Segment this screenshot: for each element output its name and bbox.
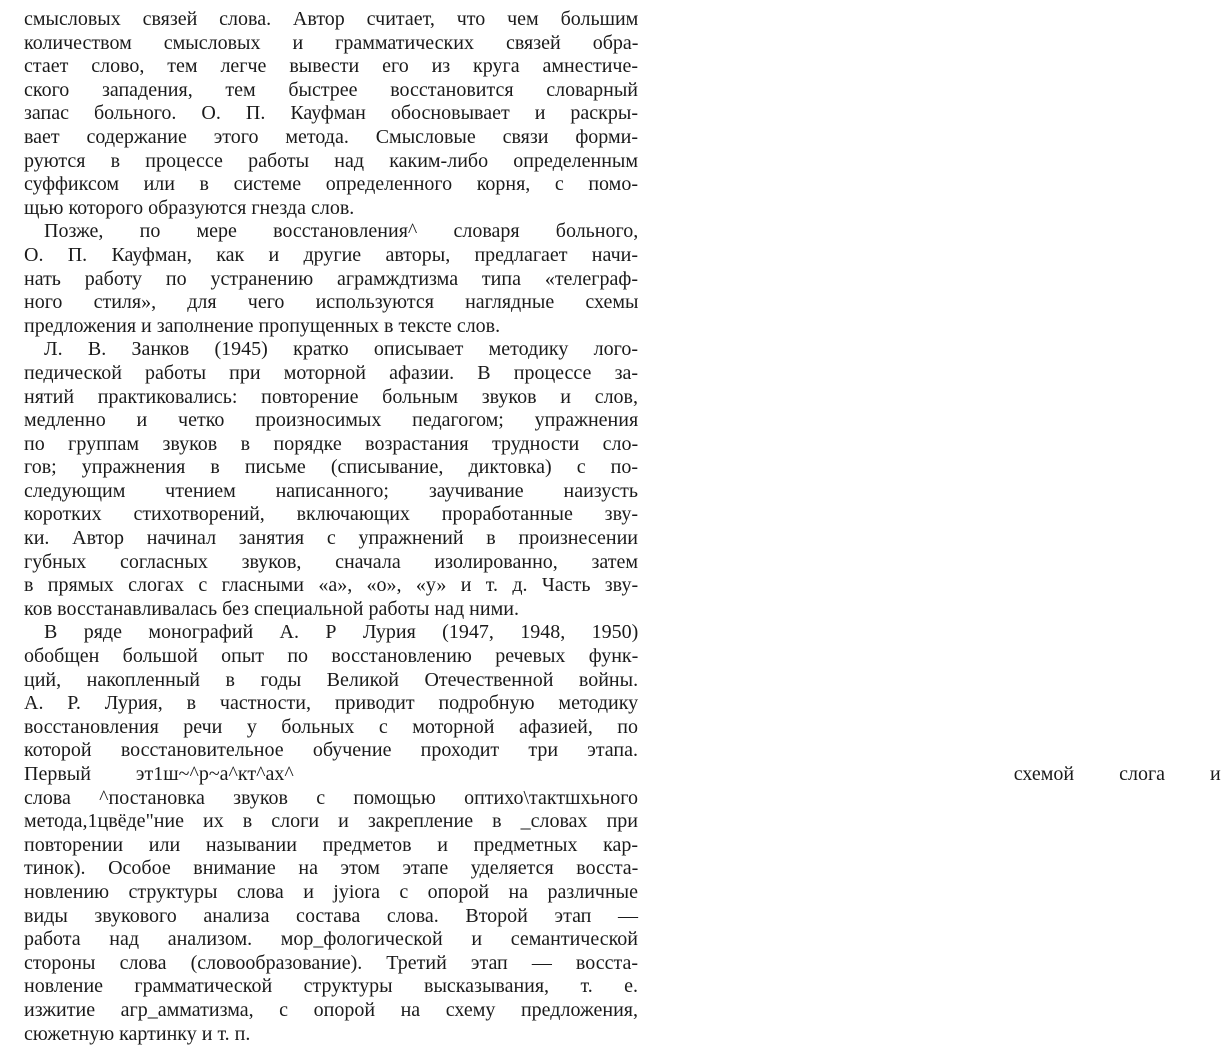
text-line: вает содержание этого метода. Смысловые связи форми- <box>24 125 638 148</box>
text-line: смысловых связей слова. Автор считает, что чем большим <box>24 8 639 30</box>
text-line: стороны слова (словообразование). Третий этап — восста- <box>24 951 638 974</box>
text-line: работа над анализом. мор_фологической и семантической <box>24 928 638 951</box>
text-line: нятий практиковались: повторение больным звуков и слов, <box>24 385 638 408</box>
text-line: нать работу по устранению аграмждтизма типа «телеграф- <box>24 267 638 290</box>
text-line: В ряде монографий А. Р Лурия (1947, 1948, 1950) <box>44 621 639 644</box>
text-line: метода,1цвёде"ние их в слоги и закрепление в _словах при <box>24 810 638 833</box>
text-line: восстановления речи у больных с моторной афазией, по <box>24 715 638 738</box>
text-line: запас больного. О. П. Кауфман обосновывает и раскры- <box>24 102 638 125</box>
text-line: О. П. Кауфман, как и другие авторы, предлагает начи- <box>24 243 638 266</box>
text-line: следующим чтением написанного; заучивание наизусть <box>24 479 638 502</box>
text-line: руются в процессе работы над каким-либо определенным <box>24 149 638 172</box>
text-line: предложения и заполнение пропущенных в тексте слов. <box>24 314 501 337</box>
text-line: стает слово, тем легче вывести его из круга амнестиче- <box>24 55 638 78</box>
text-line: щью которого образуются гнезда слов. <box>24 196 355 219</box>
text-line: ки. Автор начинал занятия с упражнений в произнесении <box>24 527 638 550</box>
text-line: ций, накопленный в годы Великой Отечественной войны. <box>24 668 639 691</box>
text-line: педической работы при моторной афазии. В процессе за- <box>24 361 639 384</box>
paragraph <box>24 338 638 621</box>
text-line: которой восстановительное обучение проходит три этапа. <box>24 739 638 762</box>
text-line: ков восстанавливалась без специальной работы над ними. <box>24 597 519 620</box>
text-line: гов; упражнения в письме (списывание, диктовка) с по- <box>24 456 638 479</box>
text-line: новлению структуры слова и jyiora с опорой на различные <box>24 880 638 903</box>
text-line: суффиксом или в системе определенного корня, с помо- <box>24 173 638 196</box>
text-line: слова ^постановка звуков с помощью оптихо\тактшхьного <box>24 786 638 809</box>
text-line: ского западения, тем быстрее восстановится словарный <box>24 78 638 101</box>
text-line: Л. В. Занков (1945) кратко описывает методику лого- <box>44 338 638 361</box>
text-line: Первый эт1ш~^р~а^кт^ах^ схемой слога и <box>24 763 1221 785</box>
text-line: сюжетную картинку и т. п. <box>24 1022 251 1045</box>
paragraph <box>24 220 638 338</box>
text-line: по группам звуков в порядке возрастания трудности сло- <box>24 432 639 455</box>
text-line: в прямых слогах с гласными «а», «о», «у» и т. д. Часть зву- <box>24 574 639 597</box>
text-line: повторении или назывании предметов и предметных кар- <box>24 833 639 856</box>
text-line: медленно и четко произносимых педагогом; упражнения <box>24 409 639 432</box>
text-line: Позже, по мере восстановления^ словаря больного, <box>44 220 639 243</box>
text-line: виды звукового анализа состава слова. Второй этап — <box>24 904 638 927</box>
paragraph <box>24 621 1221 1046</box>
text-line: количеством смысловых и грамматических связей обра- <box>24 31 639 54</box>
paragraph <box>24 8 638 220</box>
text-line: ного стиля», для чего используются наглядные схемы <box>24 291 639 314</box>
text-line: коротких стихотворений, включающих проработанные зву- <box>24 503 638 526</box>
text-line: обобщен большой опыт по восстановлению речевых функ- <box>24 645 639 668</box>
text-line: новление грамматической структуры высказывания, т. е. <box>24 975 638 998</box>
text-line: тинок). Особое внимание на этом этапе уделяется восста- <box>24 857 639 880</box>
text-line: губных согласных звуков, сначала изолированно, затем <box>24 550 638 573</box>
document-page <box>24 8 1221 1046</box>
text-line: А. Р. Лурия, в частности, приводит подробную методику <box>24 692 639 715</box>
text-line: изжитие агр_амматизма, с опорой на схему предложения, <box>24 998 638 1021</box>
